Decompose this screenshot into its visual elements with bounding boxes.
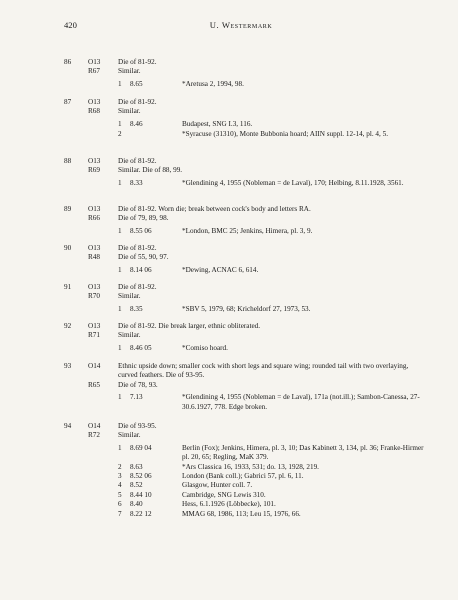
specimen-row (64, 472, 424, 481)
entry-line: Similar. (118, 107, 141, 116)
reverse-die: R48 (88, 253, 100, 262)
specimen-weight: 8.35 (130, 304, 143, 313)
specimen-row (64, 120, 424, 129)
specimen-description: *Aretusa 2, 1994, 98. (182, 79, 244, 88)
specimen-index: 2 (118, 130, 122, 139)
obverse-die: O14 (88, 362, 101, 370)
specimen-description: Hess, 6.1.1926 (Löbbecke), 101. (182, 500, 276, 509)
page-header (64, 20, 418, 34)
obverse-die: O13 (88, 157, 101, 165)
specimen-weight: 8.52 (130, 481, 143, 490)
specimen-index: 1 (118, 79, 122, 88)
specimen-index: 4 (118, 481, 122, 490)
specimen-description: *SBV 5, 1979, 68; Kricheldorf 27, 1973, 53. (182, 304, 311, 313)
specimen-description: *Glendining 4, 1955 (Nobleman = de Laval), 171a (not.ill.); Sambon-Canessa, 27-30.6.1927, 778. Edge broken. (182, 393, 420, 411)
specimen-description: *Comiso hoard. (182, 343, 228, 352)
specimen-weight: 8.69 04 (130, 443, 152, 452)
specimen-index: 1 (118, 119, 122, 128)
catalogue-entry (64, 98, 424, 140)
specimen-row (64, 227, 424, 236)
entry-line: Die of 81-92. (118, 157, 157, 165)
specimen-index: 1 (118, 265, 122, 274)
entry-line: Die of 81-92. (118, 58, 157, 66)
entry-line: Die of 79, 89, 98. (118, 214, 169, 223)
specimen-weight: 8.65 (130, 79, 143, 88)
specimen-index: 1 (118, 178, 122, 187)
reverse-die: R70 (88, 292, 100, 301)
entry-number: 92 (64, 322, 72, 330)
entry-line: Similar. Die of 88, 99. (118, 166, 183, 175)
specimen-weight: 8.46 (130, 119, 143, 128)
specimen-description: *Dewing, ACNAC 6, 614. (182, 265, 259, 274)
catalogue-entry (64, 362, 424, 412)
specimen-index: 1 (118, 393, 122, 402)
specimen-description: *Ars Classica 16, 1933, 531; do. 13, 1928, 219. (182, 462, 319, 471)
specimen-row (64, 130, 424, 139)
obverse-die: O13 (88, 58, 101, 66)
specimen-index: 1 (118, 343, 122, 352)
entry-line: Similar. (118, 292, 141, 301)
obverse-die: O13 (88, 205, 101, 213)
specimen-description: Glasgow, Hunter coll. 7. (182, 481, 253, 490)
entry-line: Die of 81-92. Die break larger, ethnic obliterated. (118, 322, 261, 330)
entry-number: 94 (64, 422, 72, 430)
entry-number: 86 (64, 58, 72, 66)
specimen-row (64, 344, 424, 353)
entry-number: 91 (64, 283, 72, 291)
page-number: 420 (64, 20, 77, 30)
specimen-row (64, 463, 424, 472)
specimen-row (64, 491, 424, 500)
specimen-description: London (Bank coll.); Gabrici 57, pl. 6, 11. (182, 472, 304, 481)
specimen-index: 1 (118, 443, 122, 452)
entry-number: 90 (64, 244, 72, 252)
catalogue-entry (64, 58, 424, 89)
obverse-die: O13 (88, 322, 101, 330)
specimen-weight: 8.46 05 (130, 343, 152, 352)
specimen-weight: 8.40 (130, 500, 143, 509)
entry-line: Ethnic upside down; smaller cock with short legs and square wing; rounded tail with two overlaying, curved feathers. Die of 93-95. (118, 362, 409, 380)
specimen-row (64, 481, 424, 490)
entry-line: Die of 93-95. (118, 422, 157, 430)
catalogue-entry (64, 244, 424, 275)
obverse-die: O14 (88, 422, 101, 430)
specimen-weight: 7.13 (130, 393, 143, 402)
entry-line: Die of 81-92. (118, 244, 157, 252)
specimen-index: 3 (118, 472, 122, 481)
specimen-row (64, 266, 424, 275)
reverse-die: R67 (88, 67, 100, 76)
specimen-row (64, 510, 424, 519)
reverse-die: R65 (88, 380, 100, 389)
specimen-weight: 8.63 (130, 462, 143, 471)
entry-line: Similar. (118, 431, 141, 440)
obverse-die: O13 (88, 98, 101, 106)
reverse-die: R71 (88, 331, 100, 340)
entry-line: Die of 55, 90, 97. (118, 253, 169, 262)
specimen-weight: 8.44 10 (130, 490, 152, 499)
specimen-index: 6 (118, 500, 122, 509)
reverse-die: R69 (88, 166, 100, 175)
obverse-die: O13 (88, 244, 101, 252)
specimen-row (64, 444, 424, 463)
specimen-index: 2 (118, 462, 122, 471)
catalogue-entry (64, 157, 424, 188)
catalogue-entry (64, 205, 424, 236)
entry-number: 93 (64, 362, 72, 370)
specimen-description: Berlin (Fox); Jenkins, Himera, pl. 3, 10; Das Kabinett 3, 134, pl. 36; Franke-Hirmer pl. 20, 65; Regling, MaK 379. (182, 443, 424, 462)
entry-line: Die of 81-92. (118, 283, 157, 291)
entry-line: Similar. (118, 67, 141, 76)
catalogue-entry (64, 322, 424, 353)
catalogue-entry (64, 283, 424, 314)
specimen-row (64, 500, 424, 509)
specimen-description: *London, BMC 25; Jenkins, Himera, pl. 3, 9. (182, 226, 313, 235)
specimen-row (64, 179, 424, 188)
entry-number: 87 (64, 98, 72, 106)
specimen-index: 7 (118, 509, 122, 518)
specimen-row (64, 305, 424, 314)
obverse-die: O13 (88, 283, 101, 291)
specimen-weight: 8.52 06 (130, 472, 152, 481)
specimen-index: 1 (118, 226, 122, 235)
catalogue-entry (64, 422, 424, 519)
specimen-weight: 8.22 12 (130, 509, 152, 518)
specimen-index: 5 (118, 490, 122, 499)
reverse-die: R68 (88, 107, 100, 116)
entry-line: Die of 78, 93. (118, 380, 158, 389)
reverse-die: R66 (88, 214, 100, 223)
entry-line: Similar. (118, 331, 141, 340)
specimen-description: *Glendining 4, 1955 (Nobleman = de Laval), 170; Helbing, 8.11.1928, 3561. (182, 178, 404, 187)
specimen-description: Budapest, SNG I.3, 116. (182, 119, 253, 128)
specimen-index: 1 (118, 304, 122, 313)
entry-line: Die of 81-92. (118, 98, 157, 106)
entry-number: 89 (64, 205, 72, 213)
reverse-die: R72 (88, 431, 100, 440)
specimen-row (64, 393, 424, 412)
running-head-author: U. Westermark (209, 20, 273, 30)
specimen-description: MMAG 68, 1986, 113; Leu 15, 1976, 66. (182, 509, 301, 518)
specimen-description: Cambridge, SNG Lewis 310. (182, 490, 266, 499)
specimen-weight: 8.33 (130, 178, 143, 187)
specimen-weight: 8.55 06 (130, 226, 152, 235)
specimen-weight: 8.14 06 (130, 265, 152, 274)
specimen-row (64, 80, 424, 89)
entry-line: Die of 81-92. Worn die; break between cock's body and letters RA. (118, 205, 311, 213)
entry-number: 88 (64, 157, 72, 165)
specimen-description: *Syracuse (31310), Monte Bubbonia hoard; AIIN suppl. 12-14, pl. 4, 5. (182, 130, 389, 139)
